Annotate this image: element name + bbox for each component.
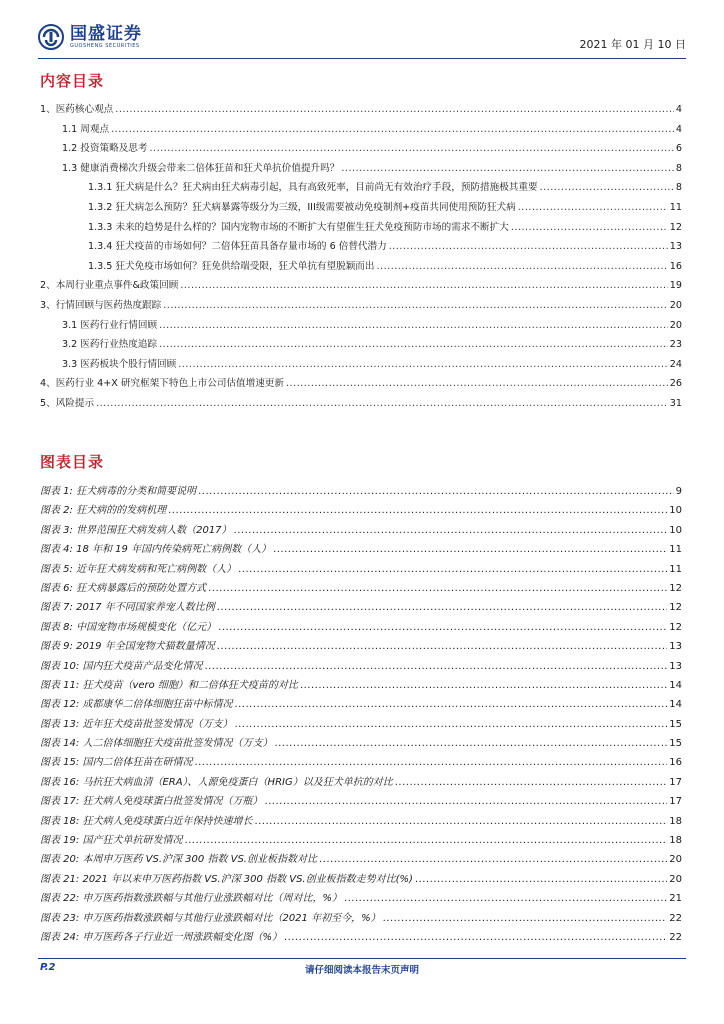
figure-leader-dots <box>217 602 668 613</box>
figure-entry[interactable] <box>40 870 682 889</box>
toc-entry[interactable] <box>40 219 682 239</box>
toc-entry-label: 1.3.4 狂犬疫苗的市场如何？二倍体狂苗具备存量市场的 6 倍替代潜力 <box>88 241 387 253</box>
toc-entry-label: 1.3.1 狂犬病是什么？狂犬病由狂犬病毒引起，具有高致死率，目前尚无有效治疗手段，预防措施极其重要 <box>88 182 538 194</box>
toc-entry-label: 2、本周行业重点事件&政策回顾 <box>40 280 179 292</box>
toc-leader-dots <box>377 261 668 272</box>
figure-entry[interactable] <box>40 850 682 869</box>
figure-entry-page: 12 <box>669 621 682 633</box>
toc-entry[interactable] <box>40 101 682 121</box>
toc-entry[interactable] <box>40 121 682 141</box>
figure-entry-page: 11 <box>669 563 682 575</box>
figure-entry[interactable] <box>40 676 682 695</box>
table-of-contents <box>40 101 682 415</box>
figure-entry-label: 图表 12: 成都康华二倍体细胞狂苗中标情况 <box>40 699 233 711</box>
toc-entry[interactable] <box>40 140 682 160</box>
figures-title: 图表目录 <box>40 453 105 471</box>
figure-entry-page: 13 <box>669 641 682 653</box>
toc-entry[interactable] <box>40 297 682 317</box>
toc-leader-dots <box>159 320 668 331</box>
toc-leader-dots <box>511 222 668 233</box>
toc-title: 内容目录 <box>40 72 105 90</box>
toc-entry-page: 26 <box>669 378 682 390</box>
figure-leader-dots <box>273 544 667 555</box>
toc-entry-page: 31 <box>669 397 682 409</box>
toc-entry-page: 24 <box>669 358 682 370</box>
figure-entry-page: 20 <box>669 854 682 866</box>
figure-entry[interactable] <box>40 482 682 501</box>
figure-entry-label: 图表 11: 狂犬疫苗（vero 细胞）和二倍体狂犬疫苗的对比 <box>40 679 298 691</box>
toc-leader-dots <box>149 143 673 154</box>
figure-leader-dots <box>234 699 667 710</box>
figure-leader-dots <box>254 816 667 827</box>
figure-entry[interactable] <box>40 501 682 520</box>
toc-leader-dots <box>540 182 674 193</box>
figure-entry[interactable] <box>40 753 682 772</box>
figure-entry[interactable] <box>40 540 682 559</box>
toc-entry-page: 16 <box>669 260 682 272</box>
guosheng-logo-icon <box>38 24 64 50</box>
figure-leader-dots <box>284 932 667 943</box>
toc-entry-page: 6 <box>675 143 682 155</box>
figure-leader-dots <box>319 854 667 865</box>
toc-leader-dots <box>111 124 674 135</box>
figure-entry-label: 图表 5: 近年狂犬病发病和死亡病例数（人） <box>40 563 237 575</box>
figure-leader-dots <box>344 893 667 904</box>
toc-entry-page: 8 <box>675 182 682 194</box>
footer-divider <box>38 958 686 959</box>
figure-entry-page: 18 <box>669 815 682 827</box>
toc-entry-page: 12 <box>669 221 682 233</box>
figure-leader-dots <box>234 525 668 536</box>
figure-entry[interactable] <box>40 773 682 792</box>
figure-entry-page: 12 <box>669 602 682 614</box>
figure-entry[interactable] <box>40 909 682 928</box>
toc-entry-label: 1.3.5 狂犬免疫市场如何？狂免供给端受限，狂犬单抗有望脱颖而出 <box>88 260 375 272</box>
toc-leader-dots <box>115 104 674 115</box>
figure-leader-dots <box>238 564 667 575</box>
toc-entry-page: 4 <box>675 123 682 135</box>
figure-entry-page: 12 <box>669 582 682 594</box>
toc-leader-dots <box>159 339 668 350</box>
toc-entry-label: 3.1 医药行业行情回顾 <box>62 319 158 331</box>
figure-leader-dots <box>264 796 667 807</box>
toc-leader-dots <box>389 241 668 252</box>
company-logo <box>38 22 142 52</box>
figure-leader-dots <box>204 661 667 672</box>
toc-entry[interactable] <box>40 160 682 180</box>
figure-entry-page: 15 <box>669 738 682 750</box>
figure-entry-label: 图表 10: 国内狂犬疫苗产品变化情况 <box>40 660 203 672</box>
figure-leader-dots <box>198 486 674 497</box>
toc-entry-label: 3、行情回顾与医药热度跟踪 <box>40 299 162 311</box>
figure-entry-page: 21 <box>669 893 682 905</box>
figure-entry-page: 14 <box>669 679 682 691</box>
toc-entry-page: 8 <box>675 162 682 174</box>
figure-entry-page: 20 <box>669 873 682 885</box>
toc-entry-label: 1.3 健康消费梯次升级会带来二倍体狂苗和狂犬单抗价值提升吗？ <box>62 162 340 174</box>
figure-entry-label: 图表 16: 马抗狂犬病血清（ERA）、人源免疫蛋白（HRIG）以及狂犬单抗的对比 <box>40 776 393 788</box>
figure-entry-page: 10 <box>669 524 682 536</box>
toc-leader-dots <box>178 359 668 370</box>
figure-entry-page: 17 <box>669 796 682 808</box>
toc-entry[interactable] <box>40 336 682 356</box>
toc-leader-dots <box>180 280 667 291</box>
logo-subtitle: GUOSHENG SECURITIES <box>70 42 140 49</box>
disclaimer-note: 请仔细阅读本报告末页声明 <box>304 965 419 976</box>
figure-list <box>40 482 682 947</box>
header-divider <box>38 58 686 59</box>
figure-entry[interactable] <box>40 598 682 617</box>
figure-entry-page: 11 <box>669 544 682 556</box>
toc-entry-label: 1.1 周观点 <box>62 123 110 135</box>
toc-entry-label: 1.2 投资策略及思考 <box>62 143 148 155</box>
figure-entry-label: 图表 8: 中国宠物市场规模变化（亿元） <box>40 621 217 633</box>
figure-leader-dots <box>218 622 667 633</box>
figure-entry-label: 图表 9: 2019 年全国宠物犬猫数量情况 <box>40 641 215 653</box>
toc-entry[interactable] <box>40 395 682 415</box>
toc-entry-page: 23 <box>669 339 682 351</box>
figure-entry[interactable] <box>40 618 682 637</box>
figure-entry[interactable] <box>40 812 682 831</box>
toc-entry-page: 13 <box>669 241 682 253</box>
toc-entry-page: 11 <box>669 201 682 213</box>
toc-leader-dots <box>163 300 668 311</box>
figure-entry-page: 18 <box>669 835 682 847</box>
toc-entry-page: 19 <box>669 280 682 292</box>
figure-leader-dots <box>217 641 668 652</box>
figure-entry-page: 17 <box>669 776 682 788</box>
figure-leader-dots <box>274 738 667 749</box>
figure-entry-page: 22 <box>669 931 682 943</box>
figure-entry-page: 9 <box>675 486 682 497</box>
figure-entry-label: 图表 19: 国产狂犬单抗研发情况 <box>40 835 183 847</box>
figure-entry-label: 图表 1: 狂犬病毒的分类和简要说明 <box>40 486 197 497</box>
figure-leader-dots <box>208 583 667 594</box>
figure-entry-label: 图表 20: 本周申万医药 VS.沪深 300 指数 VS.创业板指数对比 <box>40 854 317 866</box>
toc-entry[interactable] <box>40 199 682 219</box>
toc-leader-dots <box>286 378 668 389</box>
page-header <box>38 18 686 58</box>
figure-entry-label: 图表 13: 近年狂犬疫苗批签发情况（万支） <box>40 718 233 730</box>
figure-leader-dots <box>300 680 667 691</box>
figure-entry[interactable] <box>40 831 682 850</box>
toc-entry-page: 20 <box>669 299 682 311</box>
toc-entry-label: 1、医药核心观点 <box>40 104 114 115</box>
figure-entry-page: 13 <box>669 660 682 672</box>
figure-entry-label: 图表 7: 2017 年不同国家养宠人数比例 <box>40 602 215 614</box>
figure-entry[interactable] <box>40 579 682 598</box>
figure-entry-label: 图表 17: 狂犬病人免疫球蛋白批签发情况（万瓶） <box>40 796 263 808</box>
toc-entry[interactable] <box>40 179 682 199</box>
figure-leader-dots <box>234 719 667 730</box>
toc-leader-dots <box>518 202 668 213</box>
figure-entry-page: 14 <box>669 699 682 711</box>
toc-entry[interactable] <box>40 356 682 376</box>
toc-entry-label: 1.3.2 狂犬病怎么预防？狂犬病暴露等级分为三级，III级需要被动免疫制剂+疫苗共同使用预防狂犬病 <box>88 201 516 213</box>
figure-entry-label: 图表 14: 人二倍体细胞狂犬疫苗批签发情况（万支） <box>40 738 273 750</box>
toc-leader-dots <box>341 163 674 174</box>
figure-entry[interactable] <box>40 792 682 811</box>
figure-entry-label: 图表 23: 申万医药指数涨跌幅与其他行业涨跌幅对比（2021 年初至今，%） <box>40 912 381 924</box>
figure-entry[interactable] <box>40 521 682 540</box>
figure-entry-label: 图表 4: 18 年和 19 年国内传染病死亡病例数（人） <box>40 544 272 556</box>
figure-leader-dots <box>395 777 668 788</box>
figure-entry-label: 图表 15: 国内二倍体狂苗在研情况 <box>40 757 193 769</box>
toc-entry[interactable] <box>40 238 682 258</box>
figure-entry-page: 22 <box>669 912 682 924</box>
figure-entry-page: 10 <box>669 505 682 517</box>
page-number: P.2 <box>40 962 56 973</box>
toc-entry[interactable] <box>40 375 682 395</box>
toc-entry-page: 4 <box>675 104 682 115</box>
figure-entry-label: 图表 24: 申万医药各子行业近一周涨跌幅变化图（%） <box>40 931 282 943</box>
toc-entry-label: 5、风险提示 <box>40 397 95 409</box>
figure-leader-dots <box>194 757 667 768</box>
toc-entry[interactable] <box>40 258 682 278</box>
toc-entry-label: 3.3 医药板块个股行情回顾 <box>62 358 177 370</box>
figure-entry[interactable] <box>40 560 682 579</box>
toc-entry-label: 3.2 医药行业热度追踪 <box>62 339 158 351</box>
figure-entry-label: 图表 3: 世界范围狂犬病发病人数（2017） <box>40 524 232 536</box>
figure-entry[interactable] <box>40 657 682 676</box>
figure-entry-page: 15 <box>669 718 682 730</box>
toc-entry-page: 20 <box>669 319 682 331</box>
toc-entry-label: 4、医药行业 4+X 研究框架下特色上市公司估值增速更新 <box>40 378 284 390</box>
figure-entry[interactable] <box>40 715 682 734</box>
toc-entry[interactable] <box>40 277 682 297</box>
toc-entry-label: 1.3.3 未来的趋势是什么样的？国内宠物市场的不断扩大有望催生狂犬免疫预防市场的需求不断扩大 <box>88 221 509 233</box>
logo-name: 国盛证券 <box>70 23 142 44</box>
figure-entry[interactable] <box>40 928 682 947</box>
figure-leader-dots <box>184 835 667 846</box>
figure-entry-label: 图表 22: 申万医药指数涨跌幅与其他行业涨跌幅对比（周对比，%） <box>40 893 342 905</box>
figure-entry-label: 图表 2: 狂犬病的的发病机理 <box>40 505 167 517</box>
figure-leader-dots <box>383 913 668 924</box>
report-date: 2021 年 01 月 10 日 <box>579 38 686 51</box>
figure-leader-dots <box>168 505 667 516</box>
toc-entry[interactable] <box>40 317 682 337</box>
figure-entry-label: 图表 18: 狂犬病人免疫球蛋白近年保持快速增长 <box>40 815 253 827</box>
figure-entry[interactable] <box>40 734 682 753</box>
figure-entry-label: 图表 21: 2021 年以来申万医药指数 VS.沪深 300 指数 VS.创业板指数走势对比(%) <box>40 873 413 885</box>
figure-leader-dots <box>415 874 667 885</box>
toc-leader-dots <box>96 398 668 409</box>
figure-entry[interactable] <box>40 637 682 656</box>
figure-entry[interactable] <box>40 695 682 714</box>
figure-entry-label: 图表 6: 狂犬病暴露后的预防处置方式 <box>40 582 207 594</box>
figure-entry-page: 16 <box>669 757 682 769</box>
figure-entry[interactable] <box>40 889 682 908</box>
